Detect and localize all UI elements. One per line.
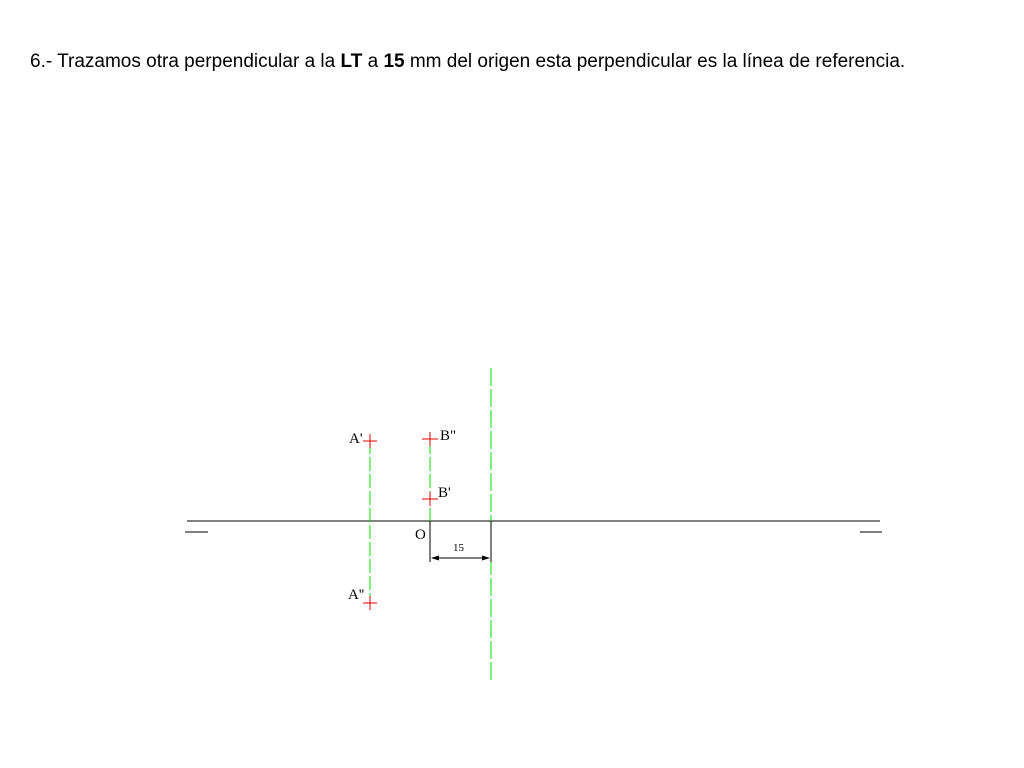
instruction-lt: LT — [340, 51, 363, 72]
instruction-prefix: 6.- Trazamos otra perpendicular a la — [30, 51, 341, 72]
label-b-prime: B' — [438, 485, 451, 501]
point-mark-a-double-prime — [363, 596, 377, 610]
point-mark-b-double-prime — [422, 432, 438, 446]
dimension-arrow-right — [482, 556, 490, 561]
point-mark-b-prime — [422, 492, 438, 506]
label-origin: O — [415, 527, 426, 543]
instruction-connector: a — [362, 51, 384, 72]
label-b-double-prime: B" — [440, 428, 457, 444]
point-mark-a-prime — [363, 434, 377, 448]
dimension-value: 15 — [453, 542, 464, 554]
instruction-distance: 15 — [383, 51, 405, 72]
label-a-prime: A' — [349, 431, 363, 447]
dimension-arrow-left — [431, 556, 439, 561]
instruction-suffix: mm del origen esta perpendicular es la línea de referencia. — [404, 51, 906, 72]
label-a-double-prime: A'' — [348, 587, 365, 603]
